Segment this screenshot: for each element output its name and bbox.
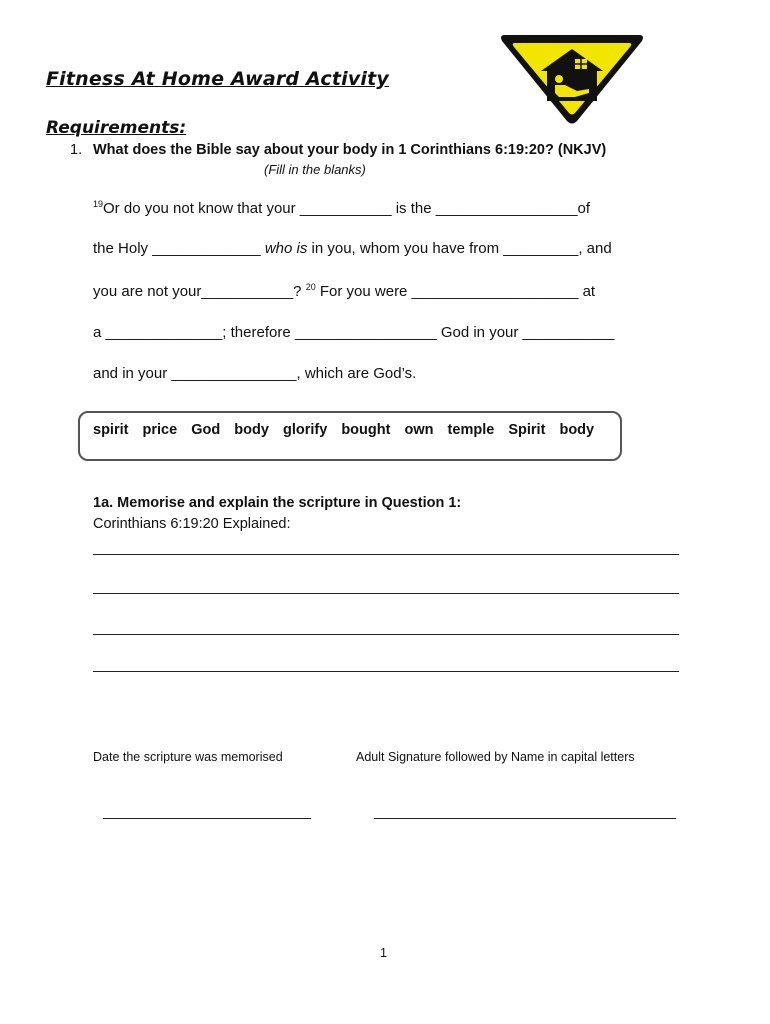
verse-text: in you, whom you have from _________, and	[307, 240, 612, 257]
answer-line[interactable]	[93, 671, 679, 672]
word-bank: spirit price God body glorify bought own temple Spirit body	[93, 422, 595, 438]
house-badge-icon	[497, 27, 647, 127]
verse-line-2	[93, 240, 612, 257]
verse-line-1	[93, 199, 590, 217]
answer-line[interactable]	[93, 554, 679, 555]
verse-number-20: 20	[305, 282, 316, 292]
adult-signature-label: Adult Signature followed by Name in capital letters	[356, 750, 635, 764]
question-1a-heading: 1a. Memorise and explain the scripture in Question 1:	[93, 495, 462, 511]
question-text: What does the Bible say about your body in 1 Corinthians 6:19:20? (NKJV)	[93, 142, 607, 158]
verse-line-3	[93, 282, 595, 300]
signature-line[interactable]	[374, 818, 676, 819]
page-number: 1	[380, 946, 387, 960]
date-line[interactable]	[103, 818, 311, 819]
verse-number-19: 19	[93, 199, 104, 209]
verse-text: For you were ____________________ at	[315, 283, 596, 300]
verse-line-4	[93, 324, 614, 341]
verse-text: the Holy _____________	[93, 240, 265, 257]
verse-text-italic: who is	[264, 240, 308, 257]
question-hint: (Fill in the blanks)	[264, 162, 366, 177]
explained-label: Corinthians 6:19:20 Explained:	[93, 516, 291, 532]
verse-text: a ______________; therefore _________________ God in your ___________	[93, 324, 615, 341]
question-number: 1.	[70, 142, 83, 158]
date-label: Date the scripture was memorised	[93, 750, 283, 764]
verse-text: Or do you not know that your ___________ is the _________________of	[103, 200, 591, 217]
verse-line-5	[93, 365, 416, 382]
page-title: Fitness At Home Award Activity	[46, 68, 389, 90]
answer-line[interactable]	[93, 593, 679, 594]
verse-text: and in your _______________, which are God’s.	[93, 365, 417, 382]
answer-line[interactable]	[93, 634, 679, 635]
verse-text: you are not your___________?	[93, 283, 306, 300]
requirements-heading: Requirements:	[46, 118, 187, 138]
